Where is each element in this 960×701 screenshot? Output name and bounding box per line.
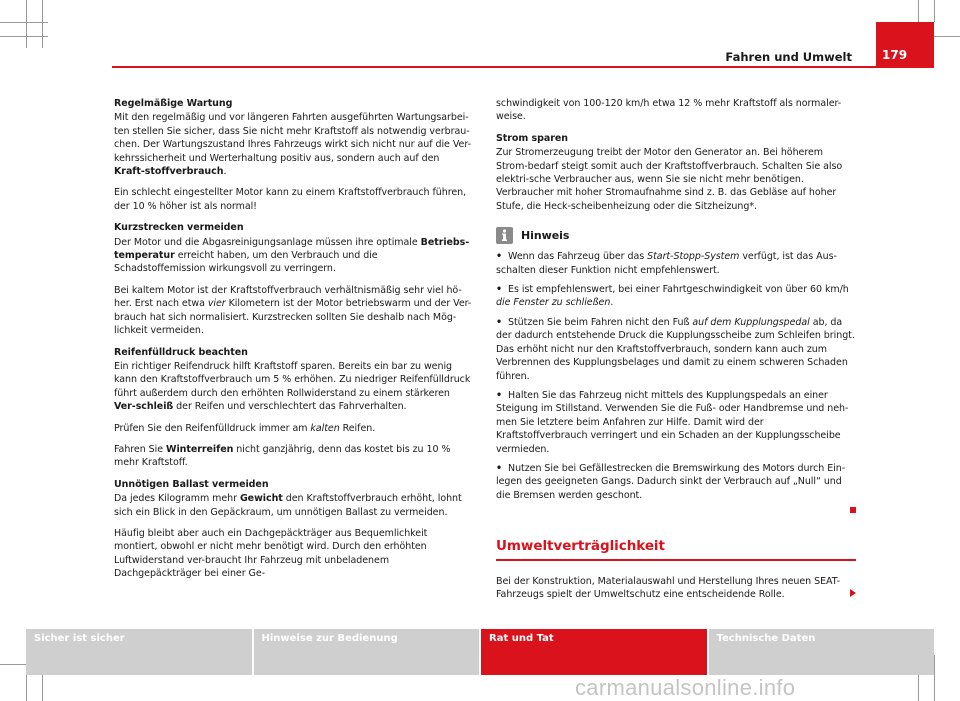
paragraph: schwindigkeit von 100-120 km/h etwa 12 % mehr Kraftstoff als normaler-weise.: [496, 98, 842, 123]
note-title: Hinweis: [521, 229, 570, 243]
crop-mark: [42, 0, 43, 48]
paragraph: Fahren Sie Winterreifen nicht ganzjährig, denn das kostet bis zu 10 % mehr Kraftstoff.: [114, 443, 451, 469]
paragraph: Ein richtiger Reifendruck hilft Kraftstoff sparen. Bereits ein bar zu wenig kann den Kraftstoffverbrauch um 5 % erhöhen. Zu niedriger Reifenfülldruck führt außerdem durch den erhöhten Rollwiderstand zu einem stärkeren Ver-schleiß der Reifen und verschlechtert das Fahrverhalten.: [114, 360, 471, 413]
crop-mark: [0, 664, 26, 665]
section-title: Umweltverträglichkeit: [496, 537, 665, 554]
tab-hinweise-zur-bedienung[interactable]: Hinweise zur Bedienung: [254, 629, 480, 675]
paragraph: Da jedes Kilogramm mehr Gewicht den Kraftstoffverbrauch erhöht, lohnt sich ein Blick in den Gepäckraum, um unnötigen Ballast zu vermeiden.: [114, 493, 462, 518]
paragraph: Ein schlecht eingestellter Motor kann zu einem Kraftstoffverbrauch führen, der 10 % höher ist als normal!: [114, 187, 467, 212]
footer-nav: [26, 629, 934, 675]
section-heading: Unnötigen Ballast vermeiden: [114, 478, 269, 490]
left-column: [114, 97, 472, 589]
tab-technische-daten[interactable]: Technische Daten: [709, 629, 935, 675]
paragraph: Häufig bleibt aber auch ein Dachgepäckträger aus Bequemlichkeit montiert, obwohl er nicht mehr benötigt wird. Durch den erhöhten Luftwiderstand ver-braucht Ihr Fahrzeug mit unbeladenem Dachgepäckträger bei einer Ge-: [114, 527, 428, 580]
crop-mark: [0, 22, 48, 23]
info-icon: [496, 227, 513, 244]
note-bullet: • Wenn das Fahrzeug über das Start-Stopp-System verfügt, ist das Aus-schalten dieser Funktion nicht empfehlenswert.: [496, 251, 837, 276]
section-heading: Regelmäßige Wartung: [114, 98, 233, 109]
section-heading: Reifenfülldruck beachten: [114, 346, 248, 358]
paragraph: Bei der Konstruktion, Materialauswahl und Herstellung Ihres neuen SEAT-Fahrzeugs spielt der Umweltschutz eine entscheidende Rolle.: [496, 575, 840, 601]
right-column: [496, 97, 856, 601]
section-end-marker: [850, 507, 856, 513]
page-header-title: Fahren und Umwelt: [725, 50, 852, 64]
crop-mark: [934, 655, 935, 701]
note-bullet: • Nutzen Sie bei Gefällestrecken die Bremswirkung des Motors durch Ein-legen des geeigneten Gangs. Dadurch sinkt der Verbrauch auf „Null“ und die Bremsen werden geschont.: [496, 462, 846, 501]
paragraph: Der Motor und die Abgasreinigungsanlage müssen ihre optimale Betriebs-temperatur erreicht haben, um den Verbrauch und die Schadstoffemission wirkungsvoll zu verringern.: [114, 236, 470, 275]
crop-mark: [26, 0, 27, 48]
paragraph: Mit den regelmäßig und vor längeren Fahrten ausgeführten Wartungsarbei-ten stellen Sie sicher, dass Sie nicht mehr Kraftstoff als notwendig verbrau-chen. Der Wartungszustand Ihres Fahrzeugs wirkt sich nicht nur auf die Ver-kehrssicherheit und Werterhaltung positiv aus, sondern auch auf den Kraft-stoffverbrauch.: [114, 112, 471, 178]
tab-sicher-ist-sicher[interactable]: Sicher ist sicher: [26, 629, 252, 675]
watermark: carmanualsonline.info: [575, 675, 796, 700]
crop-mark: [0, 36, 48, 37]
note-bullet: • Es ist empfehlenswert, bei einer Fahrtgeschwindigkeit von über 60 km/h die Fenster zu schließen.: [496, 284, 849, 309]
tab-rat-und-tat[interactable]: Rat und Tat: [481, 629, 707, 675]
paragraph: Bei kaltem Motor ist der Kraftstoffverbrauch verhältnismäßig sehr viel hö-her. Erst nach etwa vier Kilometern ist der Motor betriebswarm und der Ver-brauch hat sich normalisiert. Kurzstrecken sollten Sie deshalb nach Mög-lichkeit vermeiden.: [114, 284, 472, 337]
section-heading: Strom sparen: [496, 132, 568, 144]
header-rule: [112, 66, 876, 68]
page-number: 179: [876, 22, 934, 68]
paragraph: Prüfen Sie den Reifenfülldruck immer am kalten Reifen.: [114, 422, 376, 434]
section-heading: Kurzstrecken vermeiden: [114, 222, 244, 234]
note-bullet: • Stützen Sie beim Fahren nicht den Fuß auf dem Kupplungspedal ab, da der dadurch entstehende Druck die Kupplungsscheibe zum Schleifen bringt. Das erhöht nicht nur den Kraftstoffverbrauch, sondern kann auch zum Verbrennen des Kupplungsbelages und damit zu einem schweren Schaden führen.: [496, 316, 855, 382]
paragraph: Zur Stromerzeugung treibt der Motor den Generator an. Bei höherem Strom-bedarf steigt somit auch der Kraftstoffverbrauch. Schalten Sie also elektri-sche Verbraucher aus, wenn Sie sie nicht mehr benötigen. Verbraucher mit hoher Stromaufnahme sind z. B. das Gebläse auf hoher Stufe, die Heck-scheibenheizung oder die Sitzheizung*.: [496, 147, 843, 212]
section-rule: [496, 559, 856, 561]
note-bullet: • Halten Sie das Fahrzeug nicht mittels des Kupplungspedals an einer Steigung im Stillstand. Verwenden Sie die Fuß- oder Handbremse und neh-men Sie letztere beim Anfahren zur Hilfe. Damit wird der Kraftstoffverbrauch verringert und ein Schaden an der Kupplungsscheibe vermieden.: [496, 389, 849, 455]
crop-mark: [934, 0, 935, 22]
note-header: [496, 227, 856, 244]
continue-arrow-icon: [850, 589, 856, 597]
